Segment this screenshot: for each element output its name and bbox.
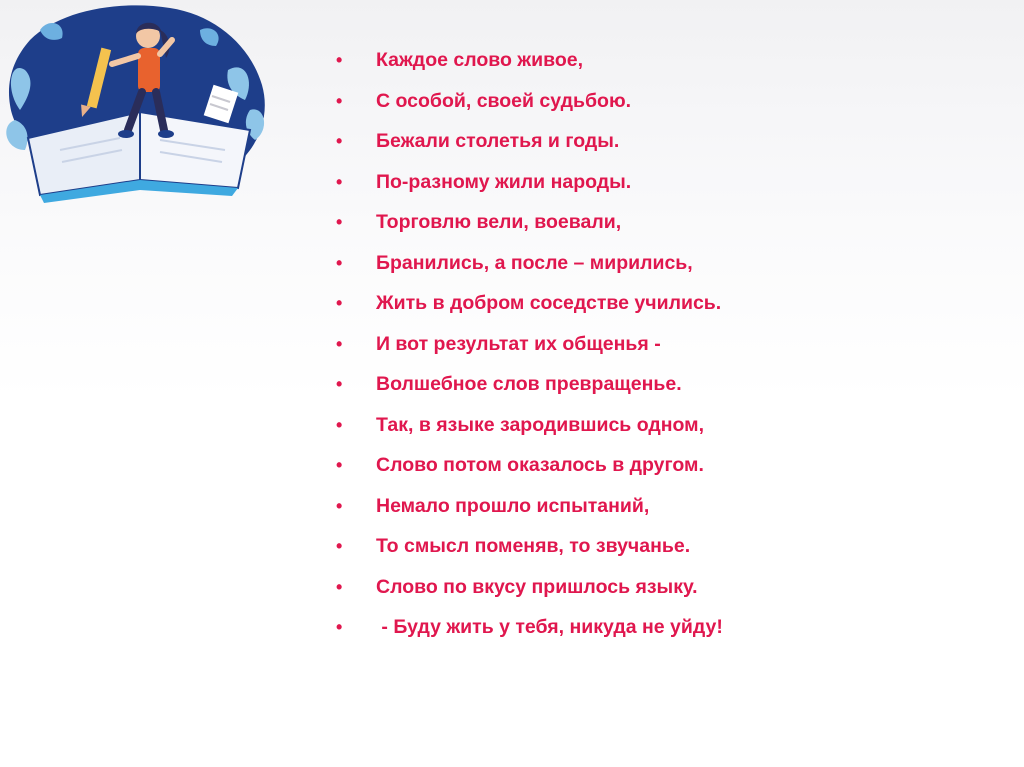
poem-line	[330, 567, 723, 608]
bullet-icon: •	[336, 252, 343, 273]
poem-line-text: Бежали столетья и годы.	[376, 130, 620, 152]
poem-line	[330, 324, 723, 365]
poem-line-text: И вот результат их общенья -	[376, 332, 661, 355]
poem-line	[330, 405, 723, 446]
bullet-icon: •	[336, 90, 343, 111]
poem-line	[330, 283, 723, 324]
poem-line-text: Жить в добром соседстве учились.	[376, 292, 722, 314]
poem-line-text: Бранились, а после – мирились,	[376, 251, 693, 274]
poem-line-text: Немало прошло испытаний,	[376, 494, 650, 517]
poem-line	[330, 81, 723, 122]
poem-line	[330, 162, 723, 203]
bullet-icon: •	[336, 455, 343, 475]
poem-line	[330, 364, 723, 405]
bullet-icon: •	[336, 536, 343, 556]
poem-line	[330, 40, 723, 81]
bullet-icon: •	[336, 495, 343, 516]
bullet-icon: •	[336, 617, 343, 637]
poem-line-text: Торговлю вели, воевали,	[376, 211, 622, 233]
poem-line	[330, 607, 723, 648]
poem-line-text: То смысл поменяв, то звучанье.	[376, 535, 691, 557]
bullet-icon: •	[336, 414, 343, 435]
poem-line-text: Слово по вкусу пришлось языку.	[376, 575, 698, 598]
poem-list	[330, 40, 723, 648]
bullet-icon: •	[336, 374, 343, 394]
bullet-icon: •	[336, 131, 343, 151]
poem-line-text: Так, в языке зародившись одном,	[376, 413, 705, 436]
bullet-icon: •	[336, 212, 343, 232]
poem-line-text: По-разному жили народы.	[376, 170, 632, 193]
poem-line-text: Каждое слово живое,	[376, 49, 584, 71]
poem-line-text: - Буду жить у тебя, никуда не уйду!	[376, 616, 723, 638]
poem-line-text: Волшебное слов превращенье.	[376, 373, 682, 395]
poem-line	[330, 243, 723, 284]
poem-line	[330, 486, 723, 527]
bullet-icon: •	[336, 171, 343, 192]
poem-line-text: Слово потом оказалось в другом.	[376, 454, 704, 476]
bullet-icon: •	[336, 50, 343, 70]
poem-line	[330, 121, 723, 162]
poem-line	[330, 202, 723, 243]
bullet-icon: •	[336, 333, 343, 354]
poem-line	[330, 445, 723, 486]
bullet-icon: •	[336, 576, 343, 597]
poem-line-text: С особой, своей судьбою.	[376, 89, 632, 112]
bullet-icon: •	[336, 293, 343, 313]
poem-line	[330, 526, 723, 567]
girl-on-open-book-illustration	[0, 0, 280, 210]
